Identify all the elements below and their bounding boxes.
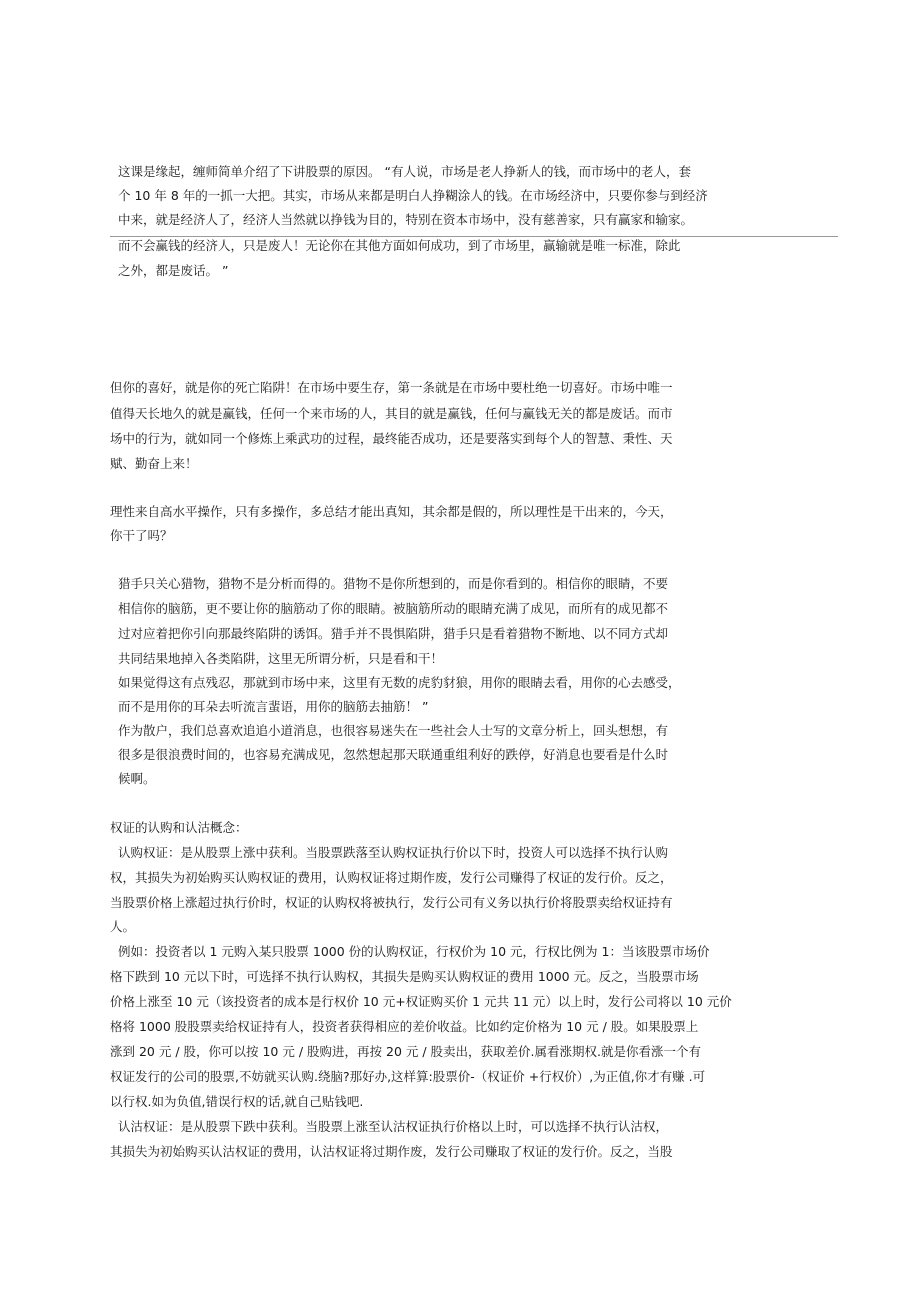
text-line: 格将 1000 股股票卖给权证持有人，投资者获得相应的差价收益。比如约定价格为 10 元 / 股。如果股票上	[110, 1019, 699, 1034]
text-line: 作为散户，我们总喜欢追追小道消息，也很容易迷失在一些社会人士写的文章分析上，回头想想，有	[118, 723, 669, 738]
text-line: 个 10 年 8 年的一抓一大把。其实，市场从来都是明白人挣糊涂人的钱。在市场经济中，只要你参与到经济	[118, 188, 708, 203]
text-line: 这课是缘起，缠师简单介绍了下讲股票的原因。 “有人说，市场是老人挣新人的钱，而市场中的老人，套	[118, 164, 691, 179]
text-line: 相信你的脑筋，更不要让你的脑筋动了你的眼睛。被脑筋所动的眼睛充满了成见，而所有的成见都不	[118, 601, 669, 616]
text-line: 认沽权证：是从股票下跌中获利。当股票上涨至认沽权证执行价格以上时，可以选择不执行认沽权，	[118, 1119, 669, 1134]
text-line: 例如：投资者以 1 元购入某只股票 1000 份的认购权证，行权价为 10 元，行权比例为 1：当该股票市场价	[118, 944, 710, 959]
text-line: 而不会赢钱的经济人，只是废人！无论你在其他方面如何成功，到了市场里，赢输就是唯一标准，除此	[118, 238, 681, 253]
horizontal-divider	[110, 236, 838, 237]
text-line: 当股票价格上涨超过执行价时，权证的认购权将被执行，发行公司有义务以执行价将股票卖给权证持有	[110, 895, 673, 910]
text-line: 其损失为初始购买认沽权证的费用，认沽权证将过期作废，发行公司赚取了权证的发行价。反之，当股	[110, 1144, 673, 1159]
text-line: 价格上涨至 10 元（该投资者的成本是行权价 10 元+权证购买价 1 元共 11 元）以上时，发行公司将以 10 元价	[110, 994, 732, 1009]
text-line: 过对应着把你引向那最终陷阱的诱饵。猎手并不畏惧陷阱，猎手只是看着猎物不断地、以不同方式却	[118, 626, 669, 641]
text-line: 你干了吗？	[110, 528, 173, 543]
text-line: 猎手只关心猎物，猎物不是分析而得的。猎物不是你所想到的，而是你看到的。相信你的眼睛，不要	[118, 576, 669, 591]
text-line: 如果觉得这有点残忍，那就到市场中来，这里有无数的虎豹豺狼，用你的眼睛去看，用你的心去感受，	[118, 675, 681, 690]
text-line: 而不是用你的耳朵去听流言蜚语，用你的脑筋去抽筋！ ”	[118, 699, 429, 714]
text-line: 之外，都是废话。 ”	[118, 263, 229, 278]
text-line: 共同结果地掉入各类陷阱，这里无所谓分析，只是看和干！	[118, 651, 444, 666]
text-line: 人。	[110, 919, 136, 934]
text-line: 值得天长地久的就是赢钱，任何一个来市场的人，其目的就是赢钱，任何与赢钱无关的都是废话。而市	[110, 406, 673, 421]
text-line: 涨到 20 元 / 股，你可以按 10 元 / 股购进，再按 20 元 / 股卖出，获取差价.属看涨期权.就是你看涨一个有	[110, 1044, 701, 1059]
text-line: 格下跌到 10 元以下时，可选择不执行认购权，其损失是购买认购权证的费用 1000 元。反之，当股票市场	[110, 969, 699, 984]
text-line: 场中的行为，就如同一个修炼上乘武功的过程，最终能否成功，还是要落实到每个人的智慧、秉性、天	[110, 431, 673, 446]
text-line: 但你的喜好，就是你的死亡陷阱！在市场中要生存，第一条就是在市场中要杜绝一切喜好。市场中唯一	[110, 380, 673, 395]
text-line: 以行权.如为负值,错误行权的话,就自己贴钱吧.	[110, 1094, 364, 1109]
text-line: 理性来自高水平操作，只有多操作，多总结才能出真知，其余都是假的，所以理性是干出来的，今天，	[110, 504, 673, 519]
section-heading: 权证的认购和认沽概念：	[110, 820, 248, 835]
text-line: 中来，就是经济人了，经济人当然就以挣钱为目的，特别在资本市场中，没有慈善家，只有赢家和输家。	[118, 212, 694, 227]
text-line: 很多是很浪费时间的，也容易充满成见，忽然想起那天联通重组利好的跌停，好消息也要看是什么时	[118, 747, 669, 762]
text-line: 权证发行的公司的股票,不妨就买认购.绕脑?那好办,这样算:股票价-（权证价 +行权价）,为正值,你才有赚 .可	[110, 1069, 706, 1084]
text-line: 权，其损失为初始购买认购权证的费用，认购权证将过期作废，发行公司赚得了权证的发行价。反之，	[110, 870, 673, 885]
text-line: 赋、勤奋上来！	[110, 456, 198, 471]
text-line: 认购权证：是从股票上涨中获利。当股票跌落至认购权证执行价以下时，投资人可以选择不执行认购	[118, 845, 669, 860]
text-line: 候啊。	[118, 771, 156, 786]
